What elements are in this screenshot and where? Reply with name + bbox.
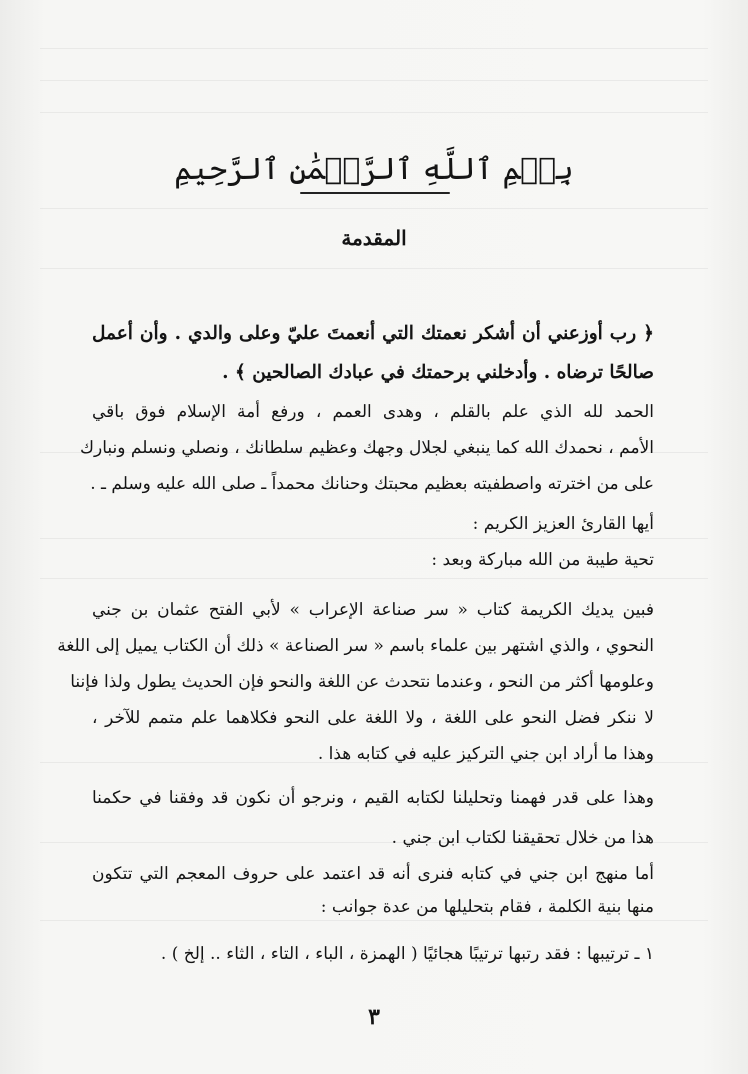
text-line: أما منهج ابن جني في كتابه فنرى أنه قد اعتمد على حروف المعجم التي تتكون (92, 864, 654, 884)
verse-line: صالحًا ترضاه . وأدخلني برحمتك في عبادك الصالحين ﴾ . (222, 362, 654, 383)
text-line: وهذا ما أراد ابن جني التركيز عليه في كتابه هذا . (317, 744, 654, 764)
paragraph-book-intro (57, 592, 654, 772)
text-line: هذا من خلال تحقيقنا لكتاب ابن جني . (391, 828, 654, 848)
text-line: ١ ـ ترتيبها : فقد رتبها ترتيبًا هجائيًا ( الهمزة ، الباء ، التاء ، الثاء .. إلخ ) . (160, 944, 654, 964)
quran-verse (92, 314, 654, 392)
text-line: منها بنية الكلمة ، فقام بتحليلها من عدة جوانب : (320, 897, 654, 917)
text-line: لا ننكر فضل النحو على اللغة ، ولا اللغة على النحو فكلاهما علم متمم للآخر ، (92, 708, 654, 728)
basmala-underline (300, 192, 450, 194)
text-line: على من اخترته واصطفيته بعظيم محبتك وحنانك محمداً ـ صلى الله عليه وسلم ـ . (90, 474, 654, 494)
text-line: فبين يديك الكريمة كتاب « سر صناعة الإعراب » لأبي الفتح عثمان بن جني (92, 600, 654, 620)
basmala: بِسۡمِ ٱللَّهِ ٱلرَّحۡمَٰنِ ٱلرَّحِيمِ (174, 152, 574, 187)
bleed-through-line (40, 578, 708, 579)
text-line: الحمد لله الذي علم بالقلم ، وهدى العمم ، ورفع أمة الإسلام فوق باقي (92, 402, 654, 422)
paragraph-greeting (92, 506, 654, 578)
bleed-through-line (40, 208, 708, 209)
paragraph-method (92, 858, 654, 924)
paragraph-understanding (92, 778, 654, 858)
text-line: أيها القارئ العزيز الكريم : (472, 514, 654, 534)
bleed-through-line (40, 268, 708, 269)
text-line: تحية طيبة من الله مباركة وبعد : (431, 550, 654, 570)
verse-line: ﴿ رب أوزعني أن أشكر نعمتك التي أنعمتَ عليّ وعلى والدي . وأن أعمل (92, 323, 654, 344)
text-line: النحوي ، والذي اشتهر بين علماء باسم « سر الصناعة » ذلك أن الكتاب يميل إلى اللغة (57, 636, 654, 656)
text-line: الأمم ، نحمدك الله كما ينبغي لجلال وجهك وعظيم سلطانك ، ونصلي ونسلم ونبارك (80, 438, 654, 458)
text-line: وعلومها أكثر من النحو ، وعندما نتحدث عن اللغة والنحو فإن الحديث يطول ولذا فإننا (70, 672, 654, 692)
paragraph-praise (80, 394, 654, 502)
list-item (92, 936, 654, 972)
bleed-through-line (40, 112, 708, 113)
bleed-through-line (40, 48, 708, 49)
bleed-through-line (40, 80, 708, 81)
text-line: وهذا على قدر فهمنا وتحليلنا لكتابه القيم ، ونرجو أن نكون قد وفقنا في حكمنا (92, 788, 654, 808)
page-number: ٣ (368, 1004, 380, 1030)
section-heading: المقدمة (341, 226, 407, 250)
